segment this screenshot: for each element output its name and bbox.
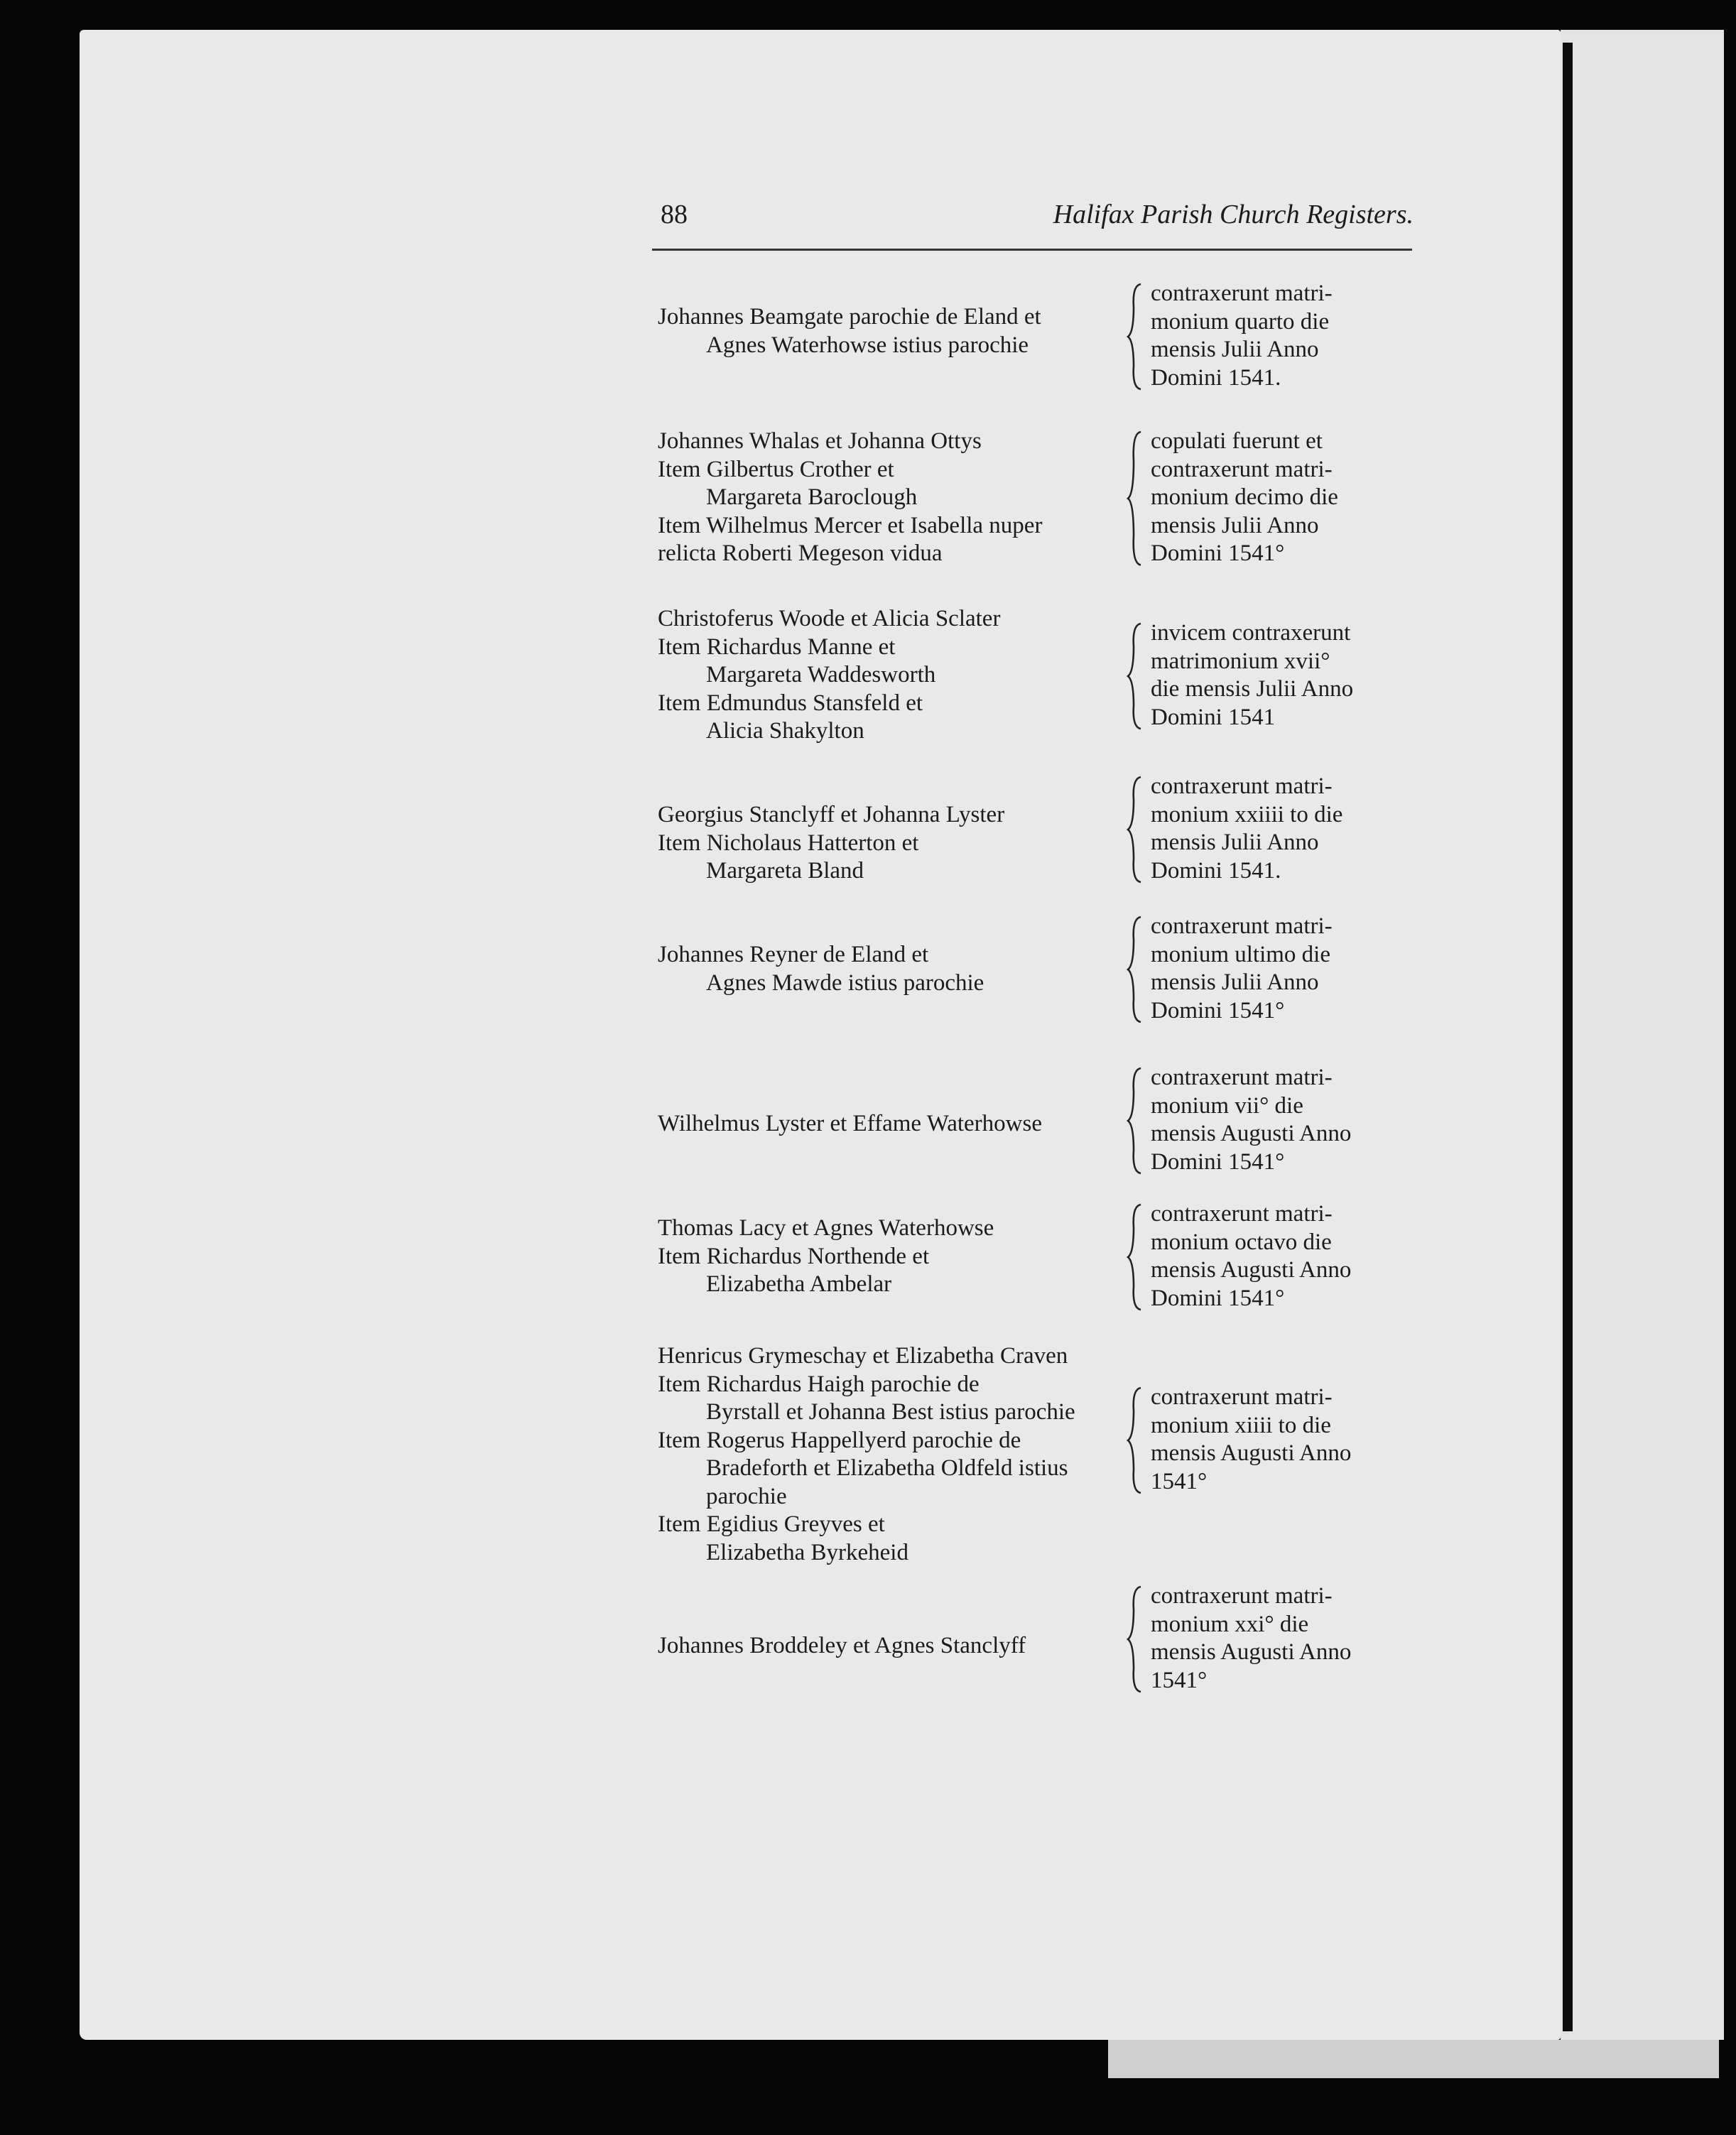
entry-names xyxy=(658,801,1141,886)
name-line: Johannes Broddeley et Agnes Stanclyff xyxy=(658,1633,1026,1658)
name-line: Item Richardus Northende et xyxy=(658,1243,930,1269)
name-line: Margareta Bland xyxy=(706,858,864,884)
name-line: Johannes Reyner de Eland et xyxy=(658,942,929,967)
note-line: mensis Augusti Anno xyxy=(1151,1257,1352,1283)
name-line: Item Gilbertus Crother et xyxy=(658,456,894,482)
name-line: Item Egidius Greyves et xyxy=(658,1511,885,1537)
name-line: Christoferus Woode et Alicia Sclater xyxy=(658,606,1001,631)
name-line: Item Nicholaus Hatterton et xyxy=(658,830,919,856)
curly-brace xyxy=(1125,283,1145,391)
entry-names xyxy=(658,303,1141,359)
note-line: contraxerunt matri- xyxy=(1151,1065,1333,1090)
curly-brace xyxy=(1125,916,1145,1023)
note-line: 1541° xyxy=(1151,1468,1208,1494)
entry-names xyxy=(658,1215,1141,1299)
name-line: Agnes Waterhowse istius parochie xyxy=(706,332,1029,358)
note-line: Domini 1541. xyxy=(1151,857,1281,884)
name-line: Margareta Waddesworth xyxy=(706,662,936,688)
note-line: Domini 1541° xyxy=(1151,1285,1285,1311)
note-line: contraxerunt matri- xyxy=(1151,773,1333,799)
entry-note xyxy=(1151,1200,1408,1313)
name-line: relicta Roberti Megeson vidua xyxy=(658,540,943,566)
entry-note xyxy=(1151,1064,1408,1176)
curly-brace xyxy=(1125,1203,1145,1311)
note-line: contraxerunt matri- xyxy=(1151,1201,1333,1227)
note-line: Domini 1541° xyxy=(1151,540,1285,566)
page-header xyxy=(653,199,1414,241)
note-line: Domini 1541° xyxy=(1151,997,1285,1023)
curly-brace xyxy=(1125,1585,1145,1693)
entry-note xyxy=(1151,1384,1408,1496)
binding-gutter xyxy=(1563,43,1573,2031)
page-number: 88 xyxy=(661,200,688,229)
name-line: parochie xyxy=(706,1483,787,1509)
name-line: Elizabetha Ambelar xyxy=(706,1271,892,1297)
note-line: mensis Julii Anno xyxy=(1151,969,1319,995)
name-line: Item Richardus Haigh parochie de xyxy=(658,1371,980,1397)
name-line: Agnes Mawde istius parochie xyxy=(706,969,984,996)
note-line: monium octavo die xyxy=(1151,1229,1332,1255)
curly-brace xyxy=(1125,776,1145,884)
name-line: Johannes Whalas et Johanna Ottys xyxy=(658,428,982,454)
note-line: contraxerunt matri- xyxy=(1151,913,1333,939)
facing-page-edge xyxy=(1561,30,1724,2040)
name-line: Georgius Stanclyff et Johanna Lyster xyxy=(658,802,1005,827)
running-title: Halifax Parish Church Registers. xyxy=(1053,200,1414,229)
name-line: Bradeforth et Elizabetha Oldfeld istius xyxy=(706,1455,1068,1481)
note-line: monium quarto die xyxy=(1151,308,1330,335)
name-line: Item Richardus Manne et xyxy=(658,634,896,660)
entry-note xyxy=(1151,913,1408,1025)
entry-names xyxy=(658,1342,1141,1567)
note-line: mensis Julii Anno xyxy=(1151,512,1319,538)
entry-note xyxy=(1151,619,1408,732)
name-line: Henricus Grymeschay et Elizabetha Craven xyxy=(658,1343,1068,1369)
name-line: Johannes Beamgate parochie de Eland et xyxy=(658,304,1041,330)
entry-names xyxy=(658,941,1141,997)
name-line: Margareta Baroclough xyxy=(706,484,918,510)
note-line: monium vii° die xyxy=(1151,1092,1303,1119)
name-line: Alicia Shakylton xyxy=(706,718,864,744)
note-line: contraxerunt matri- xyxy=(1151,456,1333,482)
curly-brace xyxy=(1125,1386,1145,1494)
note-line: 1541° xyxy=(1151,1667,1208,1693)
curly-brace xyxy=(1125,430,1145,567)
entry-names xyxy=(658,1110,1141,1139)
note-line: copulati fuerunt et xyxy=(1151,428,1323,454)
note-line: matrimonium xvii° xyxy=(1151,648,1330,674)
note-line: monium xxi° die xyxy=(1151,1611,1309,1637)
name-line: Byrstall et Johanna Best istius parochie xyxy=(706,1399,1075,1425)
note-line: Domini 1541. xyxy=(1151,364,1281,391)
entry-note xyxy=(1151,1582,1408,1695)
entry-names xyxy=(658,1632,1141,1661)
note-line: mensis Augusti Anno xyxy=(1151,1440,1352,1466)
entry-note xyxy=(1151,773,1408,885)
note-line: mensis Augusti Anno xyxy=(1151,1121,1352,1146)
entry-names xyxy=(658,605,1141,746)
note-line: die mensis Julii Anno xyxy=(1151,676,1354,702)
header-rule xyxy=(652,249,1412,251)
name-line: Thomas Lacy et Agnes Waterhowse xyxy=(658,1215,994,1241)
name-line: Item Wilhelmus Mercer et Isabella nuper xyxy=(658,512,1043,538)
note-line: Domini 1541° xyxy=(1151,1148,1285,1175)
name-line: Elizabetha Byrkeheid xyxy=(706,1539,908,1565)
note-line: mensis Julii Anno xyxy=(1151,337,1319,362)
note-line: contraxerunt matri- xyxy=(1151,1583,1333,1609)
note-line: invicem contraxerunt xyxy=(1151,620,1351,646)
note-line: monium xiiii to die xyxy=(1151,1412,1331,1438)
curly-brace xyxy=(1125,622,1145,730)
page-stack-edge xyxy=(1108,2040,1719,2078)
name-line: Item Edmundus Stansfeld et xyxy=(658,690,923,716)
note-line: monium xxiiii to die xyxy=(1151,801,1343,827)
entry-note xyxy=(1151,428,1408,568)
note-line: mensis Julii Anno xyxy=(1151,830,1319,855)
note-line: contraxerunt matri- xyxy=(1151,281,1333,306)
note-line: mensis Augusti Anno xyxy=(1151,1639,1352,1665)
curly-brace xyxy=(1125,1067,1145,1175)
name-line: Item Rogerus Happellyerd parochie de xyxy=(658,1427,1021,1453)
note-line: contraxerunt matri- xyxy=(1151,1384,1333,1410)
name-line: Wilhelmus Lyster et Effame Waterhowse xyxy=(658,1111,1042,1136)
entry-names xyxy=(658,428,1141,568)
note-line: monium ultimo die xyxy=(1151,941,1330,967)
entry-note xyxy=(1151,280,1408,392)
note-line: monium decimo die xyxy=(1151,484,1338,510)
note-line: Domini 1541 xyxy=(1151,704,1276,730)
